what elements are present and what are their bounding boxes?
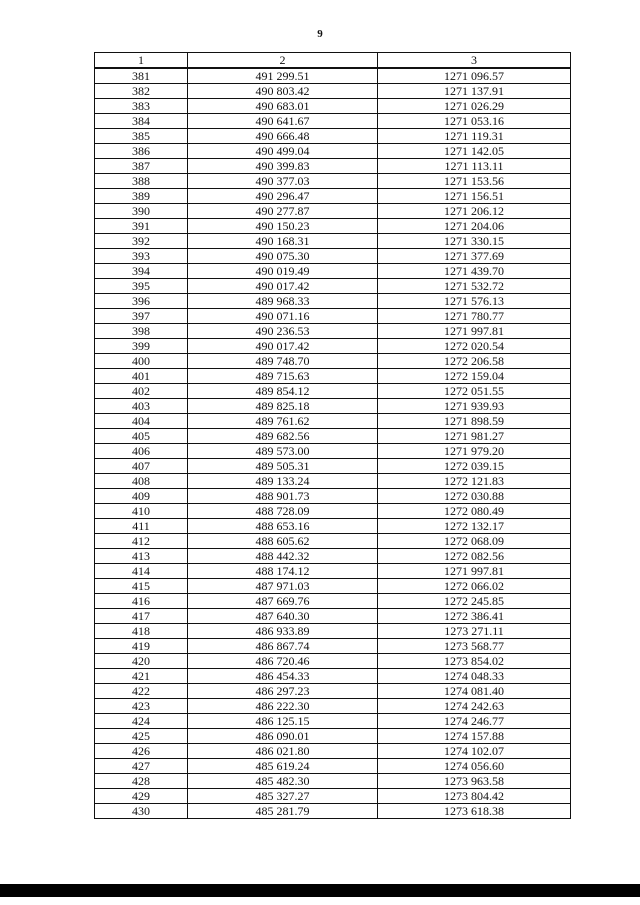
cell-point-number: 429 xyxy=(95,789,188,804)
cell-y-coordinate: 1271 997.81 xyxy=(378,324,571,339)
cell-x-coordinate: 486 125.15 xyxy=(188,714,378,729)
table-header-row xyxy=(95,53,571,69)
cell-y-coordinate: 1271 377.69 xyxy=(378,249,571,264)
cell-point-number: 391 xyxy=(95,219,188,234)
cell-point-number: 402 xyxy=(95,384,188,399)
cell-y-coordinate: 1273 854.02 xyxy=(378,654,571,669)
cell-y-coordinate: 1271 939.93 xyxy=(378,399,571,414)
cell-point-number: 398 xyxy=(95,324,188,339)
cell-point-number: 387 xyxy=(95,159,188,174)
table-row xyxy=(95,504,571,519)
cell-x-coordinate: 490 150.23 xyxy=(188,219,378,234)
cell-x-coordinate: 486 867.74 xyxy=(188,639,378,654)
table-header xyxy=(95,53,571,69)
column-header-point-number: 1 xyxy=(95,53,188,69)
cell-y-coordinate: 1274 081.40 xyxy=(378,684,571,699)
cell-point-number: 389 xyxy=(95,189,188,204)
table-row xyxy=(95,804,571,819)
cell-point-number: 400 xyxy=(95,354,188,369)
cell-x-coordinate: 488 901.73 xyxy=(188,489,378,504)
cell-x-coordinate: 490 499.04 xyxy=(188,144,378,159)
cell-x-coordinate: 490 296.47 xyxy=(188,189,378,204)
table-row xyxy=(95,384,571,399)
cell-point-number: 425 xyxy=(95,729,188,744)
cell-y-coordinate: 1272 030.88 xyxy=(378,489,571,504)
table-row xyxy=(95,639,571,654)
cell-point-number: 408 xyxy=(95,474,188,489)
cell-x-coordinate: 489 573.00 xyxy=(188,444,378,459)
table-row xyxy=(95,99,571,114)
table-row xyxy=(95,609,571,624)
cell-point-number: 423 xyxy=(95,699,188,714)
table-row xyxy=(95,489,571,504)
table-row xyxy=(95,714,571,729)
cell-x-coordinate: 485 619.24 xyxy=(188,759,378,774)
cell-x-coordinate: 489 854.12 xyxy=(188,384,378,399)
cell-y-coordinate: 1271 780.77 xyxy=(378,309,571,324)
table-row xyxy=(95,249,571,264)
cell-x-coordinate: 490 075.30 xyxy=(188,249,378,264)
cell-x-coordinate: 488 174.12 xyxy=(188,564,378,579)
cell-point-number: 427 xyxy=(95,759,188,774)
table-row xyxy=(95,399,571,414)
cell-x-coordinate: 490 641.67 xyxy=(188,114,378,129)
cell-x-coordinate: 486 933.89 xyxy=(188,624,378,639)
cell-point-number: 385 xyxy=(95,129,188,144)
cell-y-coordinate: 1274 056.60 xyxy=(378,759,571,774)
table-row xyxy=(95,159,571,174)
table-row xyxy=(95,744,571,759)
table-row xyxy=(95,279,571,294)
cell-point-number: 390 xyxy=(95,204,188,219)
cell-y-coordinate: 1272 020.54 xyxy=(378,339,571,354)
cell-point-number: 410 xyxy=(95,504,188,519)
cell-point-number: 430 xyxy=(95,804,188,819)
cell-y-coordinate: 1271 142.05 xyxy=(378,144,571,159)
cell-point-number: 417 xyxy=(95,609,188,624)
cell-x-coordinate: 485 327.27 xyxy=(188,789,378,804)
cell-x-coordinate: 489 761.62 xyxy=(188,414,378,429)
cell-point-number: 396 xyxy=(95,294,188,309)
cell-y-coordinate: 1272 039.15 xyxy=(378,459,571,474)
cell-y-coordinate: 1272 132.17 xyxy=(378,519,571,534)
cell-point-number: 406 xyxy=(95,444,188,459)
table-row xyxy=(95,459,571,474)
table-row xyxy=(95,129,571,144)
table-row xyxy=(95,594,571,609)
cell-point-number: 407 xyxy=(95,459,188,474)
table-row xyxy=(95,789,571,804)
cell-point-number: 386 xyxy=(95,144,188,159)
table-row xyxy=(95,324,571,339)
cell-x-coordinate: 490 803.42 xyxy=(188,84,378,99)
cell-x-coordinate: 489 968.33 xyxy=(188,294,378,309)
cell-x-coordinate: 490 019.49 xyxy=(188,264,378,279)
table-row xyxy=(95,759,571,774)
column-header-x: 2 xyxy=(188,53,378,69)
cell-x-coordinate: 489 715.63 xyxy=(188,369,378,384)
table-row xyxy=(95,189,571,204)
cell-x-coordinate: 486 021.80 xyxy=(188,744,378,759)
cell-x-coordinate: 486 297.23 xyxy=(188,684,378,699)
cell-y-coordinate: 1271 997.81 xyxy=(378,564,571,579)
cell-point-number: 411 xyxy=(95,519,188,534)
table-row xyxy=(95,309,571,324)
cell-point-number: 416 xyxy=(95,594,188,609)
cell-point-number: 383 xyxy=(95,99,188,114)
table-row xyxy=(95,654,571,669)
cell-y-coordinate: 1272 245.85 xyxy=(378,594,571,609)
cell-point-number: 428 xyxy=(95,774,188,789)
table-row xyxy=(95,219,571,234)
cell-y-coordinate: 1271 898.59 xyxy=(378,414,571,429)
cell-point-number: 420 xyxy=(95,654,188,669)
cell-x-coordinate: 488 653.16 xyxy=(188,519,378,534)
cell-point-number: 413 xyxy=(95,549,188,564)
cell-x-coordinate: 485 281.79 xyxy=(188,804,378,819)
table-row xyxy=(95,204,571,219)
coordinates-table xyxy=(94,52,571,819)
cell-y-coordinate: 1271 532.72 xyxy=(378,279,571,294)
cell-point-number: 415 xyxy=(95,579,188,594)
table-row xyxy=(95,294,571,309)
cell-x-coordinate: 489 133.24 xyxy=(188,474,378,489)
cell-x-coordinate: 490 017.42 xyxy=(188,339,378,354)
cell-y-coordinate: 1274 157.88 xyxy=(378,729,571,744)
cell-y-coordinate: 1271 096.57 xyxy=(378,68,571,84)
cell-point-number: 424 xyxy=(95,714,188,729)
table-row xyxy=(95,339,571,354)
cell-y-coordinate: 1271 026.29 xyxy=(378,99,571,114)
cell-y-coordinate: 1272 080.49 xyxy=(378,504,571,519)
table-row xyxy=(95,699,571,714)
cell-y-coordinate: 1271 330.15 xyxy=(378,234,571,249)
cell-point-number: 414 xyxy=(95,564,188,579)
table-row xyxy=(95,68,571,84)
column-header-y: 3 xyxy=(378,53,571,69)
cell-point-number: 393 xyxy=(95,249,188,264)
cell-x-coordinate: 486 720.46 xyxy=(188,654,378,669)
cell-x-coordinate: 490 277.87 xyxy=(188,204,378,219)
cell-point-number: 409 xyxy=(95,489,188,504)
cell-point-number: 412 xyxy=(95,534,188,549)
table-row xyxy=(95,144,571,159)
table-row xyxy=(95,84,571,99)
cell-x-coordinate: 489 682.56 xyxy=(188,429,378,444)
cell-x-coordinate: 489 748.70 xyxy=(188,354,378,369)
table-row xyxy=(95,414,571,429)
cell-x-coordinate: 487 640.30 xyxy=(188,609,378,624)
table-row xyxy=(95,669,571,684)
table-row xyxy=(95,444,571,459)
scan-edge-bar xyxy=(0,884,640,897)
table-body xyxy=(95,68,571,819)
cell-y-coordinate: 1274 246.77 xyxy=(378,714,571,729)
cell-x-coordinate: 486 222.30 xyxy=(188,699,378,714)
cell-y-coordinate: 1272 082.56 xyxy=(378,549,571,564)
cell-y-coordinate: 1273 963.58 xyxy=(378,774,571,789)
cell-point-number: 397 xyxy=(95,309,188,324)
table-row xyxy=(95,264,571,279)
cell-x-coordinate: 490 377.03 xyxy=(188,174,378,189)
table-row xyxy=(95,369,571,384)
cell-y-coordinate: 1272 051.55 xyxy=(378,384,571,399)
cell-point-number: 401 xyxy=(95,369,188,384)
table-row xyxy=(95,234,571,249)
cell-point-number: 422 xyxy=(95,684,188,699)
cell-point-number: 381 xyxy=(95,68,188,84)
table-row xyxy=(95,579,571,594)
cell-point-number: 419 xyxy=(95,639,188,654)
cell-point-number: 382 xyxy=(95,84,188,99)
cell-x-coordinate: 490 666.48 xyxy=(188,129,378,144)
cell-y-coordinate: 1271 981.27 xyxy=(378,429,571,444)
cell-x-coordinate: 486 090.01 xyxy=(188,729,378,744)
cell-y-coordinate: 1274 048.33 xyxy=(378,669,571,684)
cell-point-number: 426 xyxy=(95,744,188,759)
table-row xyxy=(95,684,571,699)
cell-x-coordinate: 490 017.42 xyxy=(188,279,378,294)
table-row xyxy=(95,354,571,369)
cell-y-coordinate: 1272 066.02 xyxy=(378,579,571,594)
cell-y-coordinate: 1271 137.91 xyxy=(378,84,571,99)
cell-point-number: 392 xyxy=(95,234,188,249)
cell-y-coordinate: 1271 053.16 xyxy=(378,114,571,129)
cell-x-coordinate: 490 399.83 xyxy=(188,159,378,174)
cell-point-number: 395 xyxy=(95,279,188,294)
cell-x-coordinate: 485 482.30 xyxy=(188,774,378,789)
cell-x-coordinate: 488 605.62 xyxy=(188,534,378,549)
cell-x-coordinate: 490 071.16 xyxy=(188,309,378,324)
cell-y-coordinate: 1271 156.51 xyxy=(378,189,571,204)
table-row xyxy=(95,174,571,189)
table-row xyxy=(95,729,571,744)
cell-x-coordinate: 491 299.51 xyxy=(188,68,378,84)
cell-point-number: 384 xyxy=(95,114,188,129)
table-row xyxy=(95,549,571,564)
cell-x-coordinate: 490 168.31 xyxy=(188,234,378,249)
cell-y-coordinate: 1271 576.13 xyxy=(378,294,571,309)
cell-y-coordinate: 1273 568.77 xyxy=(378,639,571,654)
cell-x-coordinate: 490 683.01 xyxy=(188,99,378,114)
cell-y-coordinate: 1271 204.06 xyxy=(378,219,571,234)
table-row xyxy=(95,624,571,639)
cell-y-coordinate: 1272 159.04 xyxy=(378,369,571,384)
cell-y-coordinate: 1274 102.07 xyxy=(378,744,571,759)
cell-x-coordinate: 489 825.18 xyxy=(188,399,378,414)
cell-y-coordinate: 1272 068.09 xyxy=(378,534,571,549)
cell-x-coordinate: 486 454.33 xyxy=(188,669,378,684)
cell-y-coordinate: 1271 153.56 xyxy=(378,174,571,189)
table-row xyxy=(95,114,571,129)
cell-y-coordinate: 1271 439.70 xyxy=(378,264,571,279)
cell-point-number: 405 xyxy=(95,429,188,444)
cell-y-coordinate: 1271 206.12 xyxy=(378,204,571,219)
cell-point-number: 403 xyxy=(95,399,188,414)
cell-y-coordinate: 1272 121.83 xyxy=(378,474,571,489)
cell-x-coordinate: 489 505.31 xyxy=(188,459,378,474)
cell-y-coordinate: 1273 618.38 xyxy=(378,804,571,819)
cell-y-coordinate: 1271 979.20 xyxy=(378,444,571,459)
cell-y-coordinate: 1273 271.11 xyxy=(378,624,571,639)
cell-y-coordinate: 1274 242.63 xyxy=(378,699,571,714)
table-row xyxy=(95,429,571,444)
table-row xyxy=(95,534,571,549)
table-row xyxy=(95,564,571,579)
table-row xyxy=(95,519,571,534)
page-number: 9 xyxy=(317,28,323,40)
cell-point-number: 399 xyxy=(95,339,188,354)
cell-point-number: 421 xyxy=(95,669,188,684)
table-row xyxy=(95,774,571,789)
cell-y-coordinate: 1273 804.42 xyxy=(378,789,571,804)
cell-y-coordinate: 1271 113.11 xyxy=(378,159,571,174)
cell-x-coordinate: 490 236.53 xyxy=(188,324,378,339)
table-row xyxy=(95,474,571,489)
cell-y-coordinate: 1271 119.31 xyxy=(378,129,571,144)
cell-y-coordinate: 1272 386.41 xyxy=(378,609,571,624)
cell-x-coordinate: 488 728.09 xyxy=(188,504,378,519)
cell-point-number: 418 xyxy=(95,624,188,639)
cell-x-coordinate: 488 442.32 xyxy=(188,549,378,564)
cell-point-number: 404 xyxy=(95,414,188,429)
cell-point-number: 388 xyxy=(95,174,188,189)
cell-point-number: 394 xyxy=(95,264,188,279)
cell-x-coordinate: 487 669.76 xyxy=(188,594,378,609)
cell-x-coordinate: 487 971.03 xyxy=(188,579,378,594)
cell-y-coordinate: 1272 206.58 xyxy=(378,354,571,369)
